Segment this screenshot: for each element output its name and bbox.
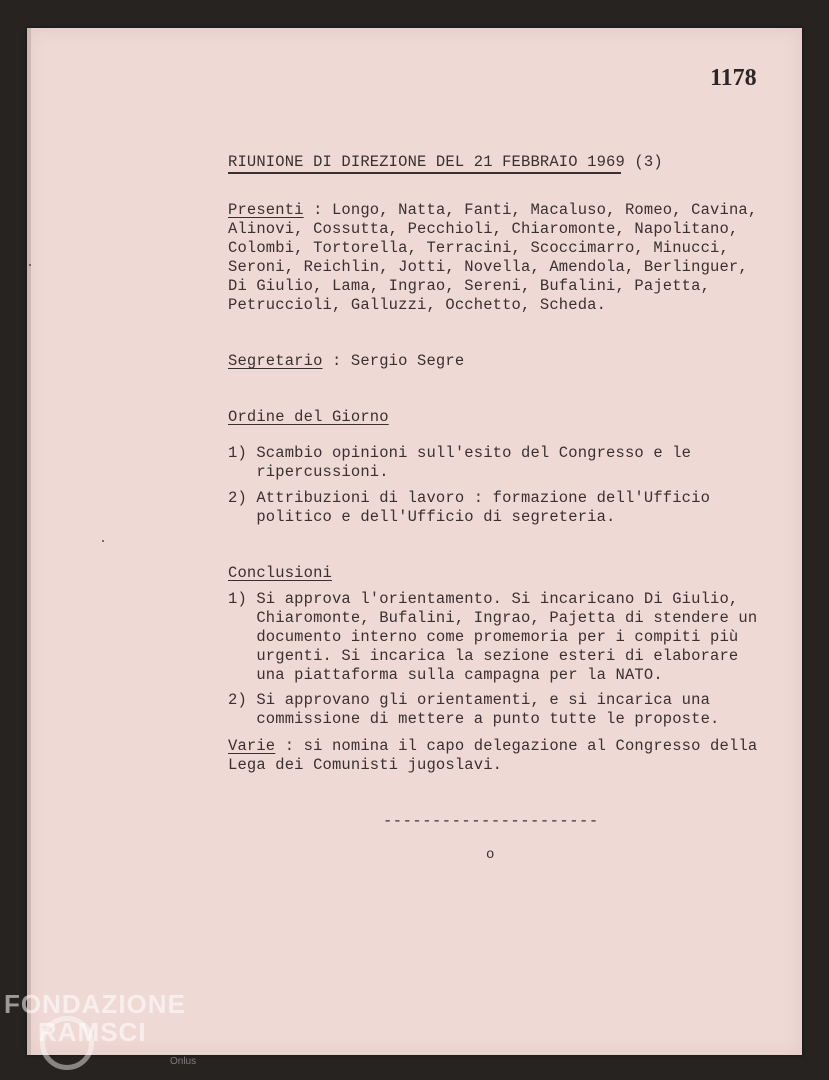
- conclusioni-item-1-line-3: documento interno come promemoria per i compiti più: [228, 628, 739, 646]
- varie-text-1: : si nomina il capo delegazione al Congresso della: [275, 737, 758, 755]
- fondazione-gramsci-watermark: [4, 989, 197, 1067]
- watermark-suffix: Onlus: [170, 1056, 197, 1067]
- title-underline: [228, 172, 621, 174]
- end-mark: o: [486, 847, 495, 863]
- conclusioni-item-1-line-1: 1) Si approva l'orientamento. Si incaricano Di Giulio,: [228, 590, 739, 608]
- paper-speck: [102, 540, 104, 542]
- page-edge: [27, 28, 31, 1055]
- varie-line-1: [228, 737, 757, 756]
- varie-line-2: Lega dei Comunisti jugoslavi.: [228, 756, 503, 774]
- ordine-item-1-line-2: ripercussioni.: [228, 463, 389, 481]
- document-title: [228, 153, 663, 172]
- paper-speck: [29, 264, 31, 266]
- presenti-line-1: [228, 201, 757, 220]
- document-page: [27, 28, 802, 1055]
- presenti-line-3: Colombi, Tortorella, Terracini, Scoccimarro, Minucci,: [228, 239, 729, 257]
- conclusioni-item-1-line-5: una piattaforma sulla campagna per la NATO.: [228, 666, 663, 684]
- watermark-line-2: RAMSCI: [38, 1017, 147, 1047]
- segretario-value: : Sergio Segre: [322, 352, 465, 370]
- watermark-line-1: FONDAZIONE: [4, 989, 186, 1019]
- ordine-heading: Ordine del Giorno: [228, 408, 389, 426]
- presenti-line-2: Alinovi, Cossutta, Pecchioli, Chiaromonte, Napolitano,: [228, 220, 739, 238]
- closing-divider: ----------------------: [383, 812, 599, 830]
- presenti-line-6: Petruccioli, Galluzzi, Occhetto, Scheda.: [228, 296, 607, 314]
- segretario-label: Segretario: [228, 352, 323, 370]
- presenti-text-1: : Longo, Natta, Fanti, Macaluso, Romeo, Cavina,: [303, 201, 758, 219]
- ordine-item-1-line-1: 1) Scambio opinioni sull'esito del Congresso e le: [228, 444, 692, 462]
- conclusioni-item-2-line-2: commissione di mettere a punto tutte le proposte.: [228, 710, 720, 728]
- watermark-g-logo-icon: [40, 1016, 94, 1070]
- document-title-suffix: (3): [624, 153, 663, 171]
- conclusioni-heading: Conclusioni: [228, 564, 332, 582]
- presenti-label: Presenti: [228, 201, 304, 219]
- ordine-item-2-line-2: politico e dell'Ufficio di segreteria.: [228, 508, 616, 526]
- conclusioni-item-1-line-4: urgenti. Si incarica la sezione esteri di elaborare: [228, 647, 739, 665]
- ordine-item-2-line-1: 2) Attribuzioni di lavoro : formazione dell'Ufficio: [228, 489, 711, 507]
- presenti-line-5: Di Giulio, Lama, Ingrao, Sereni, Bufalini, Pajetta,: [228, 277, 711, 295]
- varie-label: Varie: [228, 737, 276, 755]
- document-title-text: RIUNIONE DI DIREZIONE DEL 21 FEBBRAIO 1969: [228, 153, 625, 171]
- presenti-line-4: Seroni, Reichlin, Jotti, Novella, Amendola, Berlinguer,: [228, 258, 748, 276]
- conclusioni-item-1-line-2: Chiaromonte, Bufalini, Ingrao, Pajetta di stendere un: [228, 609, 758, 627]
- segretario-line: [228, 352, 464, 371]
- page-number: 1178: [710, 65, 757, 91]
- conclusioni-item-2-line-1: 2) Si approvano gli orientamenti, e si incarica una: [228, 691, 711, 709]
